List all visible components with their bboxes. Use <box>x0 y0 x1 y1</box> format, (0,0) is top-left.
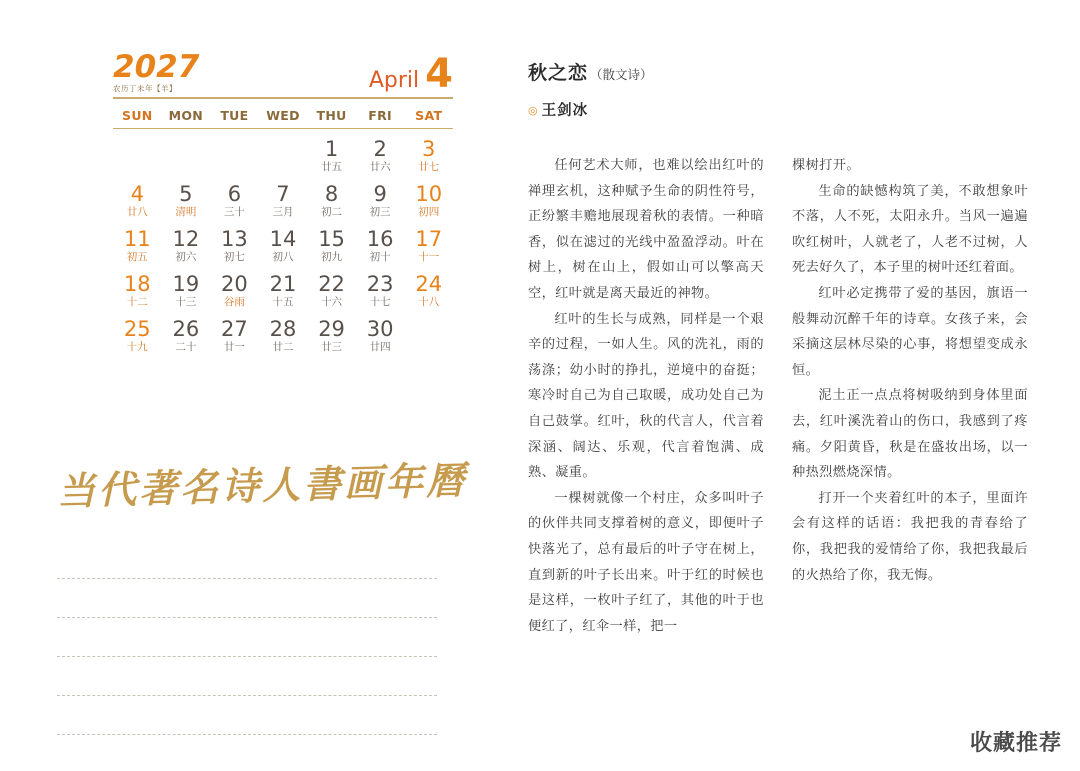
lunar-day-label: 廿八 <box>126 205 148 218</box>
weekday-label-sun: SUN <box>122 107 153 123</box>
day-number: 9 <box>373 181 387 206</box>
day-number: 17 <box>415 226 443 251</box>
day-number: 26 <box>172 316 200 341</box>
lunar-day-label: 二十 <box>175 340 197 353</box>
lunar-day-label: 廿五 <box>321 160 343 173</box>
day-number: 18 <box>123 271 151 296</box>
calendar-weekday-header <box>113 108 453 129</box>
calendar-day-cell[interactable] <box>356 227 405 272</box>
lunar-day-label: 初七 <box>223 250 245 263</box>
calendar-day-cell[interactable] <box>307 182 356 227</box>
solar-term-label: 谷雨 <box>223 295 245 308</box>
day-number: 24 <box>415 271 443 296</box>
calendar-day-cell[interactable] <box>356 182 405 227</box>
calendar-day-cell[interactable] <box>356 137 405 182</box>
day-number: 13 <box>221 226 248 251</box>
calendar-day-cell[interactable] <box>404 137 453 182</box>
lunar-day-label: 初十 <box>369 250 391 263</box>
calendar-day-cell[interactable] <box>162 182 211 227</box>
lunar-day-label: 十五 <box>272 295 294 308</box>
day-number: 16 <box>366 226 394 251</box>
weekday-label-fri: FRI <box>368 107 392 123</box>
day-number: 1 <box>324 136 339 161</box>
calligraphy-title: 当代著名诗人書画年曆 <box>56 457 468 514</box>
lunar-day-label: 十八 <box>418 295 440 308</box>
calendar-month-number: 4 <box>425 50 453 97</box>
article-paragraph: 红叶的生长与成熟，同样是一个艰辛的过程，一如人生。风的洗礼，雨的荡涤；幼小时的挣扎，逆境中的奋挺；寒冷时自己为自己取暖，成功处自己为自己鼓掌。红叶，秋的代言人，代言着深涵、阔达、乐观，代言着饱满、成熟、凝重。 <box>528 311 764 481</box>
lunar-day-label: 初二 <box>321 205 343 218</box>
article-title: 秋之恋 <box>528 62 589 84</box>
calendar-year-block <box>113 49 200 93</box>
lunar-day-label: 廿一 <box>223 340 245 353</box>
day-number: 2 <box>373 136 387 161</box>
calendar-day-cell[interactable] <box>113 272 162 317</box>
lunar-day-label: 廿三 <box>321 340 343 353</box>
calendar-day-cell[interactable] <box>113 182 162 227</box>
day-number: 27 <box>221 316 248 341</box>
lunar-day-label: 廿六 <box>369 160 391 173</box>
calendar-day-cell[interactable] <box>307 317 356 362</box>
calendar-month-name: April <box>368 67 420 93</box>
lunar-day-label: 十二 <box>126 295 148 308</box>
day-number: 23 <box>366 271 394 296</box>
calendar-empty-cell <box>259 137 308 182</box>
lunar-day-label: 初五 <box>126 250 148 263</box>
day-number: 8 <box>324 181 339 206</box>
article-paragraph: 生命的缺憾构筑了美，不敢想象叶不落，人不死，太阳永升。当风一遍遍吹红树叶，人就老了，人老不过树，人死去好久了，本子里的树叶还红着面。 <box>792 183 1028 276</box>
day-number: 29 <box>318 316 345 341</box>
note-line[interactable] <box>57 540 437 579</box>
note-line[interactable] <box>57 618 437 657</box>
lunar-day-label: 初四 <box>418 205 440 218</box>
lunar-day-label: 十九 <box>126 340 148 353</box>
calendar-day-cell[interactable] <box>259 227 308 272</box>
lunar-day-label: 初六 <box>175 250 197 263</box>
calendar-day-cell[interactable] <box>356 317 405 362</box>
lunar-day-label: 初三 <box>369 205 391 218</box>
calendar-day-cell[interactable] <box>404 182 453 227</box>
article-paragraph: 泥土正一点点将树吸纳到身体里面去，红叶溪洗着山的伤口，我感到了疼痛。夕阳黄昏，秋是在盛妆出场，以一种热烈燃烧深情。 <box>792 388 1028 481</box>
day-number: 19 <box>172 271 200 296</box>
lunar-day-label: 十六 <box>321 295 343 308</box>
solar-term-label: 清明 <box>175 205 197 218</box>
weekday-label-sat: SAT <box>415 107 443 123</box>
lunar-day-label: 廿七 <box>418 160 440 173</box>
calendar-day-cell[interactable] <box>307 137 356 182</box>
calendar-day-cell[interactable] <box>162 272 211 317</box>
day-number: 22 <box>318 271 345 296</box>
weekday-label-mon: MON <box>168 107 204 123</box>
day-number: 28 <box>269 316 297 341</box>
calendar-empty-cell <box>113 137 162 182</box>
lunar-day-label: 三十 <box>223 205 245 218</box>
article <box>528 58 1028 758</box>
watermark-label: 收藏推荐 <box>969 730 1062 756</box>
lunar-day-label: 三月 <box>272 205 294 218</box>
article-column-1 <box>528 153 764 639</box>
article-paragraph: 任何艺术大师，也难以绘出红叶的禅理玄机，这种赋予生命的阴性符号，正纷繁丰赡地展现着秋的表情。一种暗香，似在滤过的光线中盈盈浮动。叶在树上，树在山上，假如山可以擎高天空，红叶就是离天最近的神物。 <box>528 158 764 301</box>
author-name: 王剑冰 <box>541 102 589 119</box>
calendar-day-cell[interactable] <box>162 227 211 272</box>
calendar-day-cell[interactable] <box>210 272 259 317</box>
calendar-day-cell[interactable] <box>404 227 453 272</box>
calendar-day-cell[interactable] <box>210 182 259 227</box>
day-number: 15 <box>318 226 345 251</box>
calendar-lunar-year: 农历丁未年【羊】 <box>113 84 177 93</box>
lunar-day-label: 十七 <box>369 295 391 308</box>
article-paragraph: 打开一个夹着红叶的本子，里面许会有这样的话语：我把我的青春给了你，我把我的爱情给了你，我把我最后的火热给了你，我无悔。 <box>792 490 1028 583</box>
day-number: 14 <box>269 226 297 251</box>
calendar-empty-cell <box>162 137 211 182</box>
day-number: 25 <box>123 316 151 341</box>
lunar-day-label: 十一 <box>418 250 440 263</box>
article-paragraph: 棵树打开。 <box>792 158 860 173</box>
calendar-empty-cell <box>404 317 453 362</box>
calendar-day-cell[interactable] <box>162 317 211 362</box>
article-author <box>528 99 1028 120</box>
day-number: 10 <box>415 181 443 206</box>
day-number: 3 <box>422 136 436 161</box>
calendar-day-cell[interactable] <box>259 317 308 362</box>
calendar-day-cell[interactable] <box>113 227 162 272</box>
day-number: 12 <box>172 226 200 251</box>
day-number: 6 <box>227 181 242 206</box>
day-number: 5 <box>179 181 193 206</box>
weekday-label-tue: TUE <box>220 107 249 123</box>
article-title-row <box>528 58 1028 85</box>
calendar-empty-cell <box>210 137 259 182</box>
article-columns <box>528 153 1028 639</box>
article-paragraph: 红叶必定携带了爱的基因，旗语一般舞动沉醉千年的诗章。女孩子来，会采摘这层林尽染的心事，将想望变成永恒。 <box>792 285 1028 378</box>
day-number: 4 <box>130 181 144 206</box>
calendar-month-block <box>368 50 453 97</box>
weekday-label-wed: WED <box>266 107 300 123</box>
lunar-day-label: 十三 <box>175 295 197 308</box>
note-line[interactable] <box>57 657 437 696</box>
lunar-day-label: 廿二 <box>272 340 294 353</box>
calendar-header <box>113 49 453 99</box>
day-number: 20 <box>221 271 248 296</box>
calendar-day-cell[interactable] <box>307 272 356 317</box>
day-number: 11 <box>123 226 151 251</box>
note-lines <box>57 540 437 735</box>
lunar-day-label: 初八 <box>272 250 294 263</box>
article-column-2 <box>792 153 1028 639</box>
calendar-day-cell[interactable] <box>210 317 259 362</box>
calendar-panel <box>113 49 453 362</box>
day-number: 7 <box>276 181 290 206</box>
calendar-day-cell[interactable] <box>210 227 259 272</box>
day-number: 30 <box>366 316 394 341</box>
calendar-day-cell[interactable] <box>113 317 162 362</box>
calendar-day-cell[interactable] <box>356 272 405 317</box>
calendar-year: 2027 <box>113 49 200 85</box>
calendar-day-cell[interactable] <box>307 227 356 272</box>
lunar-day-label: 初九 <box>321 250 343 263</box>
calendar-day-grid <box>113 137 453 362</box>
article-paragraph: 一棵树就像一个村庄，众多叫叶子的伙伴共同支撑着树的意义，即便叶子快落光了，总有最后的叶子守在树上，直到新的叶子长出来。叶于红的时候也是这样，一枚叶子红了，其他的叶于也便红了，红伞一样，把一 <box>528 490 764 634</box>
note-line[interactable] <box>57 579 437 618</box>
day-number: 21 <box>269 271 297 296</box>
note-line[interactable] <box>57 696 437 735</box>
article-genre: （散文诗） <box>590 67 653 82</box>
calendar-day-cell[interactable] <box>259 182 308 227</box>
lunar-day-label: 廿四 <box>369 340 391 353</box>
weekday-label-thu: THU <box>316 107 347 123</box>
calendar-day-cell[interactable] <box>404 272 453 317</box>
author-mark-icon: ◎ <box>528 104 539 117</box>
calendar-day-cell[interactable] <box>259 272 308 317</box>
